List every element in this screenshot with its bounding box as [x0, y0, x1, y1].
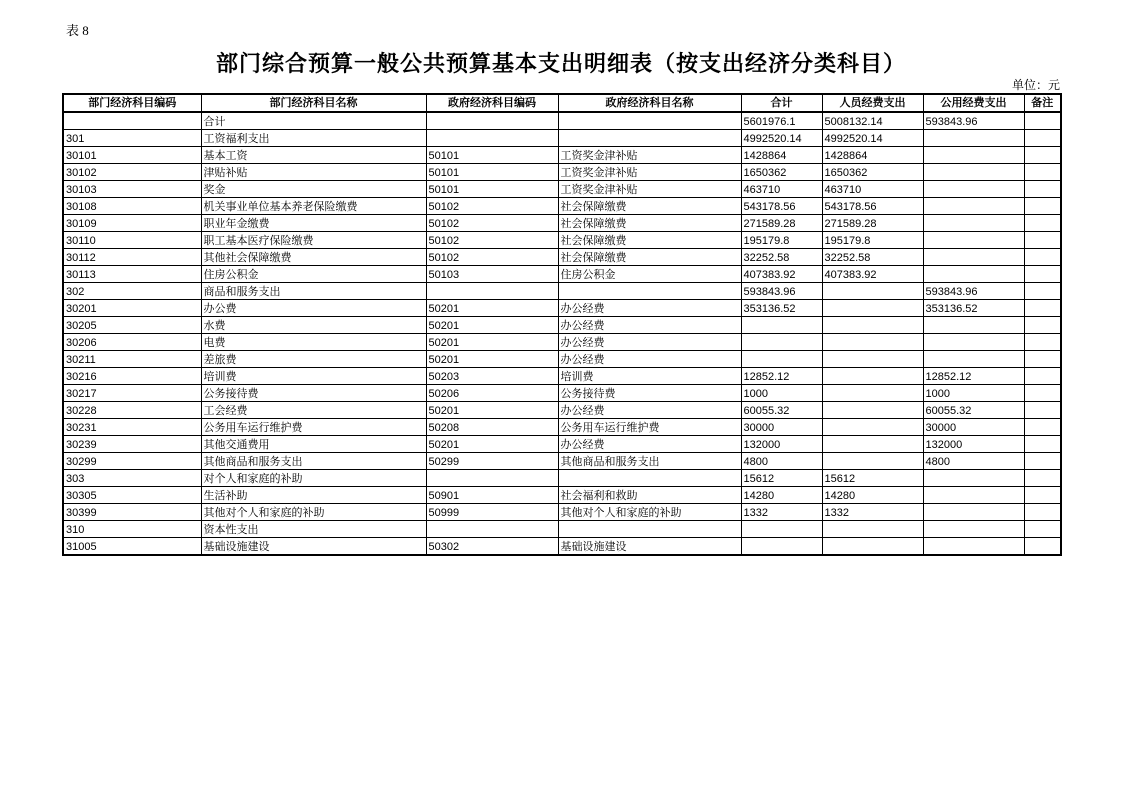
cell-gov_code: 50101: [426, 181, 558, 198]
cell-gov_code: 50201: [426, 351, 558, 368]
cell-dept_code: 30205: [63, 317, 201, 334]
cell-public: [923, 504, 1024, 521]
cell-personnel: 1332: [822, 504, 923, 521]
cell-dept_name: 基础设施建设: [201, 538, 426, 556]
cell-gov_name: 办公经费: [558, 351, 741, 368]
cell-gov_code: 50201: [426, 334, 558, 351]
cell-personnel: [822, 334, 923, 351]
cell-remark: [1024, 232, 1061, 249]
table-row: [63, 112, 1061, 130]
table-row: [63, 334, 1061, 351]
cell-personnel: 14280: [822, 487, 923, 504]
cell-gov_name: 社会福利和救助: [558, 487, 741, 504]
cell-dept_name: 工资福利支出: [201, 130, 426, 147]
cell-gov_name: 工资奖金津补贴: [558, 164, 741, 181]
cell-total: [741, 521, 822, 538]
cell-personnel: 543178.56: [822, 198, 923, 215]
cell-gov_name: 办公经费: [558, 334, 741, 351]
column-header-dept_name: 部门经济科目名称: [201, 94, 426, 112]
cell-gov_code: 50102: [426, 198, 558, 215]
cell-gov_name: [558, 521, 741, 538]
cell-total: 463710: [741, 181, 822, 198]
cell-total: 32252.58: [741, 249, 822, 266]
cell-gov_code: 50102: [426, 249, 558, 266]
cell-public: [923, 487, 1024, 504]
cell-dept_code: 30103: [63, 181, 201, 198]
cell-personnel: 463710: [822, 181, 923, 198]
cell-dept_code: 30201: [63, 300, 201, 317]
cell-personnel: 1650362: [822, 164, 923, 181]
table-row: [63, 283, 1061, 300]
cell-personnel: 195179.8: [822, 232, 923, 249]
cell-public: 60055.32: [923, 402, 1024, 419]
cell-personnel: [822, 538, 923, 556]
table-row: [63, 385, 1061, 402]
table-row: [63, 419, 1061, 436]
cell-gov_code: 50208: [426, 419, 558, 436]
cell-personnel: [822, 368, 923, 385]
cell-personnel: 4992520.14: [822, 130, 923, 147]
cell-gov_code: 50102: [426, 215, 558, 232]
table-row: [63, 232, 1061, 249]
cell-public: [923, 215, 1024, 232]
cell-total: [741, 317, 822, 334]
cell-dept_name: 职业年金缴费: [201, 215, 426, 232]
table-row: [63, 436, 1061, 453]
cell-total: 5601976.1: [741, 112, 822, 130]
cell-dept_name: 职工基本医疗保险缴费: [201, 232, 426, 249]
cell-personnel: [822, 317, 923, 334]
table-row: [63, 147, 1061, 164]
cell-dept_code: 30112: [63, 249, 201, 266]
cell-remark: [1024, 130, 1061, 147]
cell-total: 132000: [741, 436, 822, 453]
cell-dept_name: 差旅费: [201, 351, 426, 368]
cell-remark: [1024, 317, 1061, 334]
cell-dept_name: 培训费: [201, 368, 426, 385]
cell-gov_name: [558, 470, 741, 487]
cell-remark: [1024, 147, 1061, 164]
cell-total: 407383.92: [741, 266, 822, 283]
table-number-tag: 表 8: [66, 23, 89, 38]
cell-dept_name: 公务接待费: [201, 385, 426, 402]
cell-gov_code: 50101: [426, 164, 558, 181]
table-row: [63, 351, 1061, 368]
cell-gov_code: 50102: [426, 232, 558, 249]
cell-personnel: 15612: [822, 470, 923, 487]
cell-total: 14280: [741, 487, 822, 504]
cell-public: 30000: [923, 419, 1024, 436]
cell-gov_name: 办公经费: [558, 402, 741, 419]
cell-total: 12852.12: [741, 368, 822, 385]
cell-dept_name: 电费: [201, 334, 426, 351]
table-row: [63, 198, 1061, 215]
cell-remark: [1024, 266, 1061, 283]
cell-gov_code: 50999: [426, 504, 558, 521]
cell-remark: [1024, 198, 1061, 215]
cell-gov_code: 50103: [426, 266, 558, 283]
cell-gov_code: [426, 470, 558, 487]
cell-gov_code: 50201: [426, 300, 558, 317]
cell-gov_code: 50203: [426, 368, 558, 385]
cell-dept_code: 30299: [63, 453, 201, 470]
cell-dept_name: 水费: [201, 317, 426, 334]
cell-total: [741, 538, 822, 556]
table-row: [63, 470, 1061, 487]
table-row: [63, 521, 1061, 538]
unit-label: 单位：元: [1011, 78, 1060, 92]
table-row: [63, 181, 1061, 198]
cell-personnel: [822, 453, 923, 470]
cell-dept_name: 津贴补贴: [201, 164, 426, 181]
cell-public: [923, 266, 1024, 283]
cell-remark: [1024, 385, 1061, 402]
table-row: [63, 402, 1061, 419]
cell-personnel: 32252.58: [822, 249, 923, 266]
cell-remark: [1024, 504, 1061, 521]
column-header-public: 公用经费支出: [923, 94, 1024, 112]
cell-dept_code: 30217: [63, 385, 201, 402]
table-row: [63, 487, 1061, 504]
cell-public: [923, 130, 1024, 147]
table-row: [63, 249, 1061, 266]
cell-gov_name: 办公经费: [558, 300, 741, 317]
cell-remark: [1024, 181, 1061, 198]
table-row: [63, 215, 1061, 232]
cell-dept_code: 301: [63, 130, 201, 147]
cell-gov_code: [426, 130, 558, 147]
cell-total: 271589.28: [741, 215, 822, 232]
cell-dept_name: 公务用车运行维护费: [201, 419, 426, 436]
cell-dept_name: 机关事业单位基本养老保险缴费: [201, 198, 426, 215]
table-row: [63, 453, 1061, 470]
cell-remark: [1024, 351, 1061, 368]
cell-gov_name: 社会保障缴费: [558, 232, 741, 249]
cell-public: [923, 521, 1024, 538]
cell-personnel: [822, 521, 923, 538]
cell-remark: [1024, 215, 1061, 232]
cell-dept_code: 30399: [63, 504, 201, 521]
cell-dept_code: 30108: [63, 198, 201, 215]
cell-public: 4800: [923, 453, 1024, 470]
table-row: [63, 538, 1061, 556]
cell-dept_code: 30239: [63, 436, 201, 453]
cell-remark: [1024, 164, 1061, 181]
table-row: [63, 317, 1061, 334]
cell-gov_code: 50201: [426, 317, 558, 334]
cell-remark: [1024, 283, 1061, 300]
cell-total: [741, 334, 822, 351]
cell-personnel: [822, 385, 923, 402]
cell-total: 15612: [741, 470, 822, 487]
cell-dept_code: 30231: [63, 419, 201, 436]
cell-dept_code: 30110: [63, 232, 201, 249]
column-header-gov_code: 政府经济科目编码: [426, 94, 558, 112]
cell-personnel: 271589.28: [822, 215, 923, 232]
cell-gov_code: 50206: [426, 385, 558, 402]
cell-gov_name: 工资奖金津补贴: [558, 147, 741, 164]
table-header-row: [63, 94, 1061, 112]
cell-gov_name: 基础设施建设: [558, 538, 741, 556]
cell-gov_code: [426, 521, 558, 538]
cell-public: [923, 249, 1024, 266]
cell-public: [923, 317, 1024, 334]
cell-total: 4992520.14: [741, 130, 822, 147]
cell-gov_name: [558, 283, 741, 300]
cell-gov_name: 办公经费: [558, 317, 741, 334]
cell-personnel: [822, 300, 923, 317]
cell-dept_name: 其他对个人和家庭的补助: [201, 504, 426, 521]
cell-remark: [1024, 112, 1061, 130]
column-header-remark: 备注: [1024, 94, 1061, 112]
cell-dept_name: 基本工资: [201, 147, 426, 164]
cell-dept_code: 30216: [63, 368, 201, 385]
cell-total: 1650362: [741, 164, 822, 181]
cell-dept_code: 30228: [63, 402, 201, 419]
table-row: [63, 300, 1061, 317]
cell-personnel: [822, 283, 923, 300]
cell-gov_name: [558, 130, 741, 147]
cell-dept_name: 合计: [201, 112, 426, 130]
cell-gov_name: 社会保障缴费: [558, 198, 741, 215]
cell-remark: [1024, 334, 1061, 351]
cell-dept_name: 工会经费: [201, 402, 426, 419]
cell-public: 132000: [923, 436, 1024, 453]
cell-dept_code: [63, 112, 201, 130]
table-row: [63, 266, 1061, 283]
cell-dept_name: 奖金: [201, 181, 426, 198]
table-row: [63, 130, 1061, 147]
table-row: [63, 504, 1061, 521]
cell-gov_name: 公务接待费: [558, 385, 741, 402]
cell-personnel: [822, 419, 923, 436]
cell-dept_name: 生活补助: [201, 487, 426, 504]
cell-gov_name: 社会保障缴费: [558, 215, 741, 232]
cell-remark: [1024, 300, 1061, 317]
cell-gov_name: 住房公积金: [558, 266, 741, 283]
cell-total: 1428864: [741, 147, 822, 164]
cell-dept_code: 303: [63, 470, 201, 487]
cell-dept_name: 资本性支出: [201, 521, 426, 538]
cell-total: 195179.8: [741, 232, 822, 249]
table-row: [63, 164, 1061, 181]
cell-total: 1000: [741, 385, 822, 402]
cell-gov_code: 50901: [426, 487, 558, 504]
cell-public: 1000: [923, 385, 1024, 402]
cell-gov_name: 办公经费: [558, 436, 741, 453]
cell-personnel: [822, 402, 923, 419]
cell-remark: [1024, 368, 1061, 385]
column-header-personnel: 人员经费支出: [822, 94, 923, 112]
cell-total: 30000: [741, 419, 822, 436]
cell-remark: [1024, 470, 1061, 487]
cell-personnel: 407383.92: [822, 266, 923, 283]
cell-public: 353136.52: [923, 300, 1024, 317]
cell-remark: [1024, 249, 1061, 266]
table-body: [63, 112, 1061, 555]
table-row: [63, 368, 1061, 385]
cell-remark: [1024, 538, 1061, 556]
cell-gov_code: [426, 283, 558, 300]
cell-gov_name: 其他对个人和家庭的补助: [558, 504, 741, 521]
cell-gov_name: 公务用车运行维护费: [558, 419, 741, 436]
cell-dept_code: 30102: [63, 164, 201, 181]
cell-public: [923, 351, 1024, 368]
cell-public: 593843.96: [923, 283, 1024, 300]
cell-dept_code: 30109: [63, 215, 201, 232]
cell-remark: [1024, 402, 1061, 419]
cell-dept_code: 30211: [63, 351, 201, 368]
cell-gov_code: 50201: [426, 436, 558, 453]
cell-public: [923, 470, 1024, 487]
cell-dept_code: 31005: [63, 538, 201, 556]
cell-public: [923, 198, 1024, 215]
cell-dept_name: 对个人和家庭的补助: [201, 470, 426, 487]
budget-table: [62, 93, 1062, 556]
cell-dept_name: 住房公积金: [201, 266, 426, 283]
cell-public: [923, 147, 1024, 164]
cell-public: [923, 334, 1024, 351]
cell-public: 593843.96: [923, 112, 1024, 130]
cell-remark: [1024, 521, 1061, 538]
cell-public: 12852.12: [923, 368, 1024, 385]
cell-dept_code: 30113: [63, 266, 201, 283]
cell-public: [923, 538, 1024, 556]
cell-gov_code: [426, 112, 558, 130]
cell-total: 353136.52: [741, 300, 822, 317]
cell-personnel: [822, 351, 923, 368]
cell-dept_name: 其他交通费用: [201, 436, 426, 453]
cell-gov_code: 50302: [426, 538, 558, 556]
page-title: 部门综合预算一般公共预算基本支出明细表（按支出经济分类科目）: [215, 51, 906, 76]
cell-dept_name: 办公费: [201, 300, 426, 317]
cell-gov_code: 50201: [426, 402, 558, 419]
cell-gov_name: 工资奖金津补贴: [558, 181, 741, 198]
cell-total: 60055.32: [741, 402, 822, 419]
cell-public: [923, 181, 1024, 198]
cell-dept_code: 30305: [63, 487, 201, 504]
cell-total: 1332: [741, 504, 822, 521]
cell-dept_code: 302: [63, 283, 201, 300]
cell-personnel: 1428864: [822, 147, 923, 164]
cell-total: 4800: [741, 453, 822, 470]
cell-gov_code: 50101: [426, 147, 558, 164]
cell-total: 543178.56: [741, 198, 822, 215]
cell-personnel: 5008132.14: [822, 112, 923, 130]
cell-remark: [1024, 436, 1061, 453]
cell-remark: [1024, 453, 1061, 470]
cell-remark: [1024, 487, 1061, 504]
cell-dept_code: 310: [63, 521, 201, 538]
cell-dept_code: 30101: [63, 147, 201, 164]
column-header-dept_code: 部门经济科目编码: [63, 94, 201, 112]
cell-total: 593843.96: [741, 283, 822, 300]
cell-gov_name: 社会保障缴费: [558, 249, 741, 266]
cell-dept_name: 其他商品和服务支出: [201, 453, 426, 470]
cell-dept_code: 30206: [63, 334, 201, 351]
cell-gov_code: 50299: [426, 453, 558, 470]
cell-gov_name: 其他商品和服务支出: [558, 453, 741, 470]
cell-public: [923, 164, 1024, 181]
cell-personnel: [822, 436, 923, 453]
cell-dept_name: 商品和服务支出: [201, 283, 426, 300]
column-header-total: 合计: [741, 94, 822, 112]
cell-remark: [1024, 419, 1061, 436]
cell-dept_name: 其他社会保障缴费: [201, 249, 426, 266]
cell-total: [741, 351, 822, 368]
cell-gov_name: 培训费: [558, 368, 741, 385]
column-header-gov_name: 政府经济科目名称: [558, 94, 741, 112]
cell-gov_name: [558, 112, 741, 130]
cell-public: [923, 232, 1024, 249]
